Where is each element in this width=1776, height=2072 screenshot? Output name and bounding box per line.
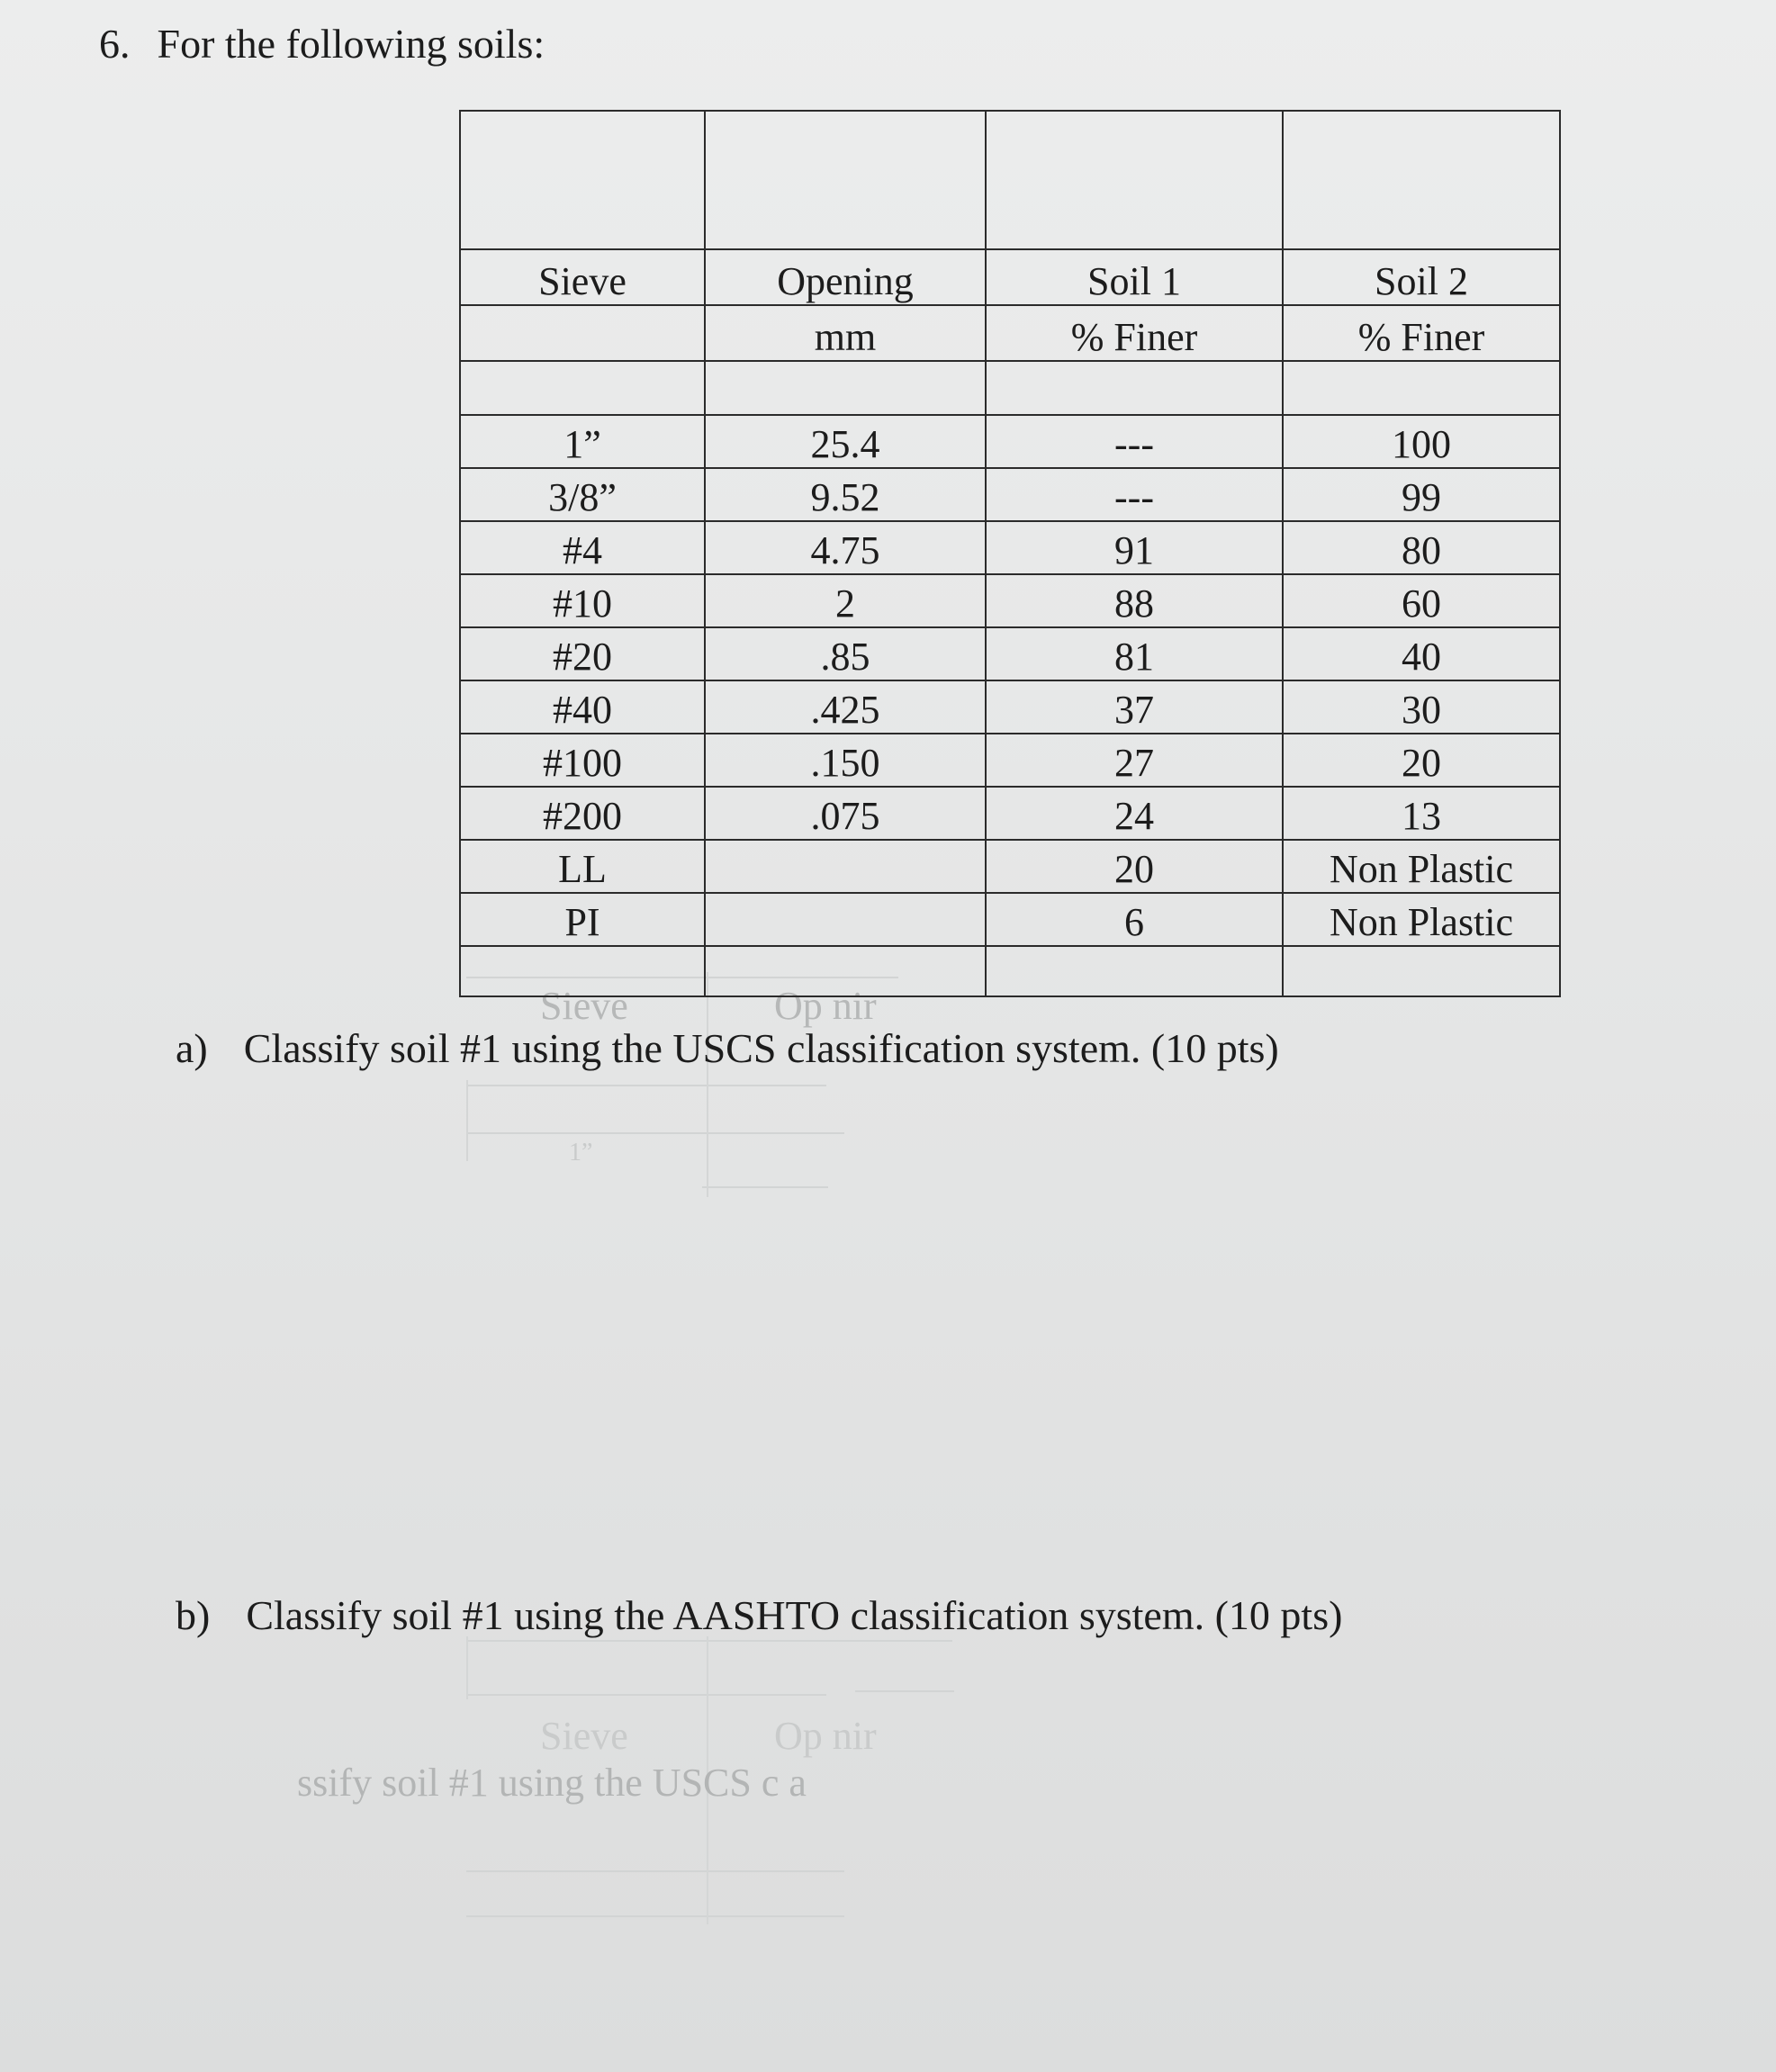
cell-opening: 4.75 [705, 521, 986, 574]
cell-soil-2: Non Plastic [1283, 893, 1560, 946]
cell-soil-2: 13 [1283, 787, 1560, 840]
cell-soil-1: --- [986, 468, 1283, 521]
bleed-through-line [466, 1636, 468, 1699]
bleed-through-line [855, 1690, 954, 1692]
cell-opening [705, 893, 986, 946]
sieve-analysis-table [459, 110, 1561, 997]
table-row [460, 415, 1560, 468]
cell-sieve: 3/8” [460, 468, 705, 521]
question-heading [99, 20, 545, 68]
table-header-row [460, 249, 1560, 305]
table-blank-row [460, 361, 1560, 415]
bleed-through-line [466, 1132, 844, 1134]
cell-sieve: #4 [460, 521, 705, 574]
bleed-through-line [707, 972, 708, 1197]
cell-opening: .425 [705, 680, 986, 734]
question-number: 6. [99, 21, 131, 67]
table-row [460, 468, 1560, 521]
part-b-label: b) [176, 1592, 211, 1638]
cell-opening: 9.52 [705, 468, 986, 521]
table-subheader-row [460, 305, 1560, 361]
cell-soil-1: 6 [986, 893, 1283, 946]
cell-opening: .150 [705, 734, 986, 787]
bleed-through-classify: ssify soil #1 using the USCS c a [297, 1761, 807, 1805]
part-a-text: Classify soil #1 using the USCS classification system. (10 pts) [243, 1025, 1279, 1071]
table-row [460, 521, 1560, 574]
cell-sieve: #20 [460, 627, 705, 680]
bleed-through-sieve: Sieve [540, 1714, 628, 1758]
table-row [460, 893, 1560, 946]
bleed-through-line [466, 1085, 826, 1086]
cell-soil-1: 88 [986, 574, 1283, 627]
bleed-through-opening: Op nir [774, 984, 877, 1028]
table-row [460, 627, 1560, 680]
part-b-prompt [176, 1591, 1342, 1639]
cell-opening: .85 [705, 627, 986, 680]
header-sieve: Sieve [460, 249, 705, 305]
header-soil-2: Soil 2 [1283, 249, 1560, 305]
subheader-soil-1: % Finer [986, 305, 1283, 361]
cell-soil-2: 60 [1283, 574, 1560, 627]
cell-soil-1: 24 [986, 787, 1283, 840]
bleed-through-opening: Op nir [774, 1714, 877, 1758]
cell-sieve: #200 [460, 787, 705, 840]
cell-soil-1: --- [986, 415, 1283, 468]
cell-soil-2: 100 [1283, 415, 1560, 468]
header-soil-1: Soil 1 [986, 249, 1283, 305]
cell-soil-1: 27 [986, 734, 1283, 787]
cell-soil-2: 80 [1283, 521, 1560, 574]
cell-sieve: #100 [460, 734, 705, 787]
bleed-through-line [466, 1694, 826, 1696]
subheader-soil-2: % Finer [1283, 305, 1560, 361]
cell-opening: .075 [705, 787, 986, 840]
cell-sieve: PI [460, 893, 705, 946]
cell-soil-2: Non Plastic [1283, 840, 1560, 893]
subheader-sieve [460, 305, 705, 361]
part-a-prompt [176, 1024, 1279, 1072]
part-a-label: a) [176, 1025, 208, 1071]
cell-sieve: #40 [460, 680, 705, 734]
table-row [460, 680, 1560, 734]
table-blank-row [460, 111, 1560, 249]
cell-soil-1: 81 [986, 627, 1283, 680]
cell-opening: 2 [705, 574, 986, 627]
header-opening: Opening [705, 249, 986, 305]
cell-soil-2: 40 [1283, 627, 1560, 680]
cell-soil-2: 99 [1283, 468, 1560, 521]
bleed-through-line [702, 1186, 828, 1188]
cell-soil-2: 20 [1283, 734, 1560, 787]
table-row [460, 574, 1560, 627]
cell-opening [705, 840, 986, 893]
cell-opening: 25.4 [705, 415, 986, 468]
table-row [460, 787, 1560, 840]
bleed-through-sieve: Sieve [540, 984, 628, 1028]
cell-sieve: 1” [460, 415, 705, 468]
question-text: For the following soils: [157, 21, 545, 67]
subheader-opening-unit: mm [705, 305, 986, 361]
table-row [460, 734, 1560, 787]
cell-soil-2: 30 [1283, 680, 1560, 734]
cell-soil-1: 20 [986, 840, 1283, 893]
bleed-through-line [466, 1915, 844, 1917]
bleed-through-line [466, 1870, 844, 1872]
part-b-text: Classify soil #1 using the AASHTO classification system. (10 pts) [246, 1592, 1343, 1638]
cell-sieve: LL [460, 840, 705, 893]
bleed-through-line [466, 1080, 468, 1161]
bleed-through-line [466, 1640, 952, 1642]
bleed-through-mark: 1” [569, 1139, 593, 1167]
cell-soil-1: 91 [986, 521, 1283, 574]
table-row [460, 840, 1560, 893]
cell-sieve: #10 [460, 574, 705, 627]
table-blank-row [460, 946, 1560, 996]
cell-soil-1: 37 [986, 680, 1283, 734]
